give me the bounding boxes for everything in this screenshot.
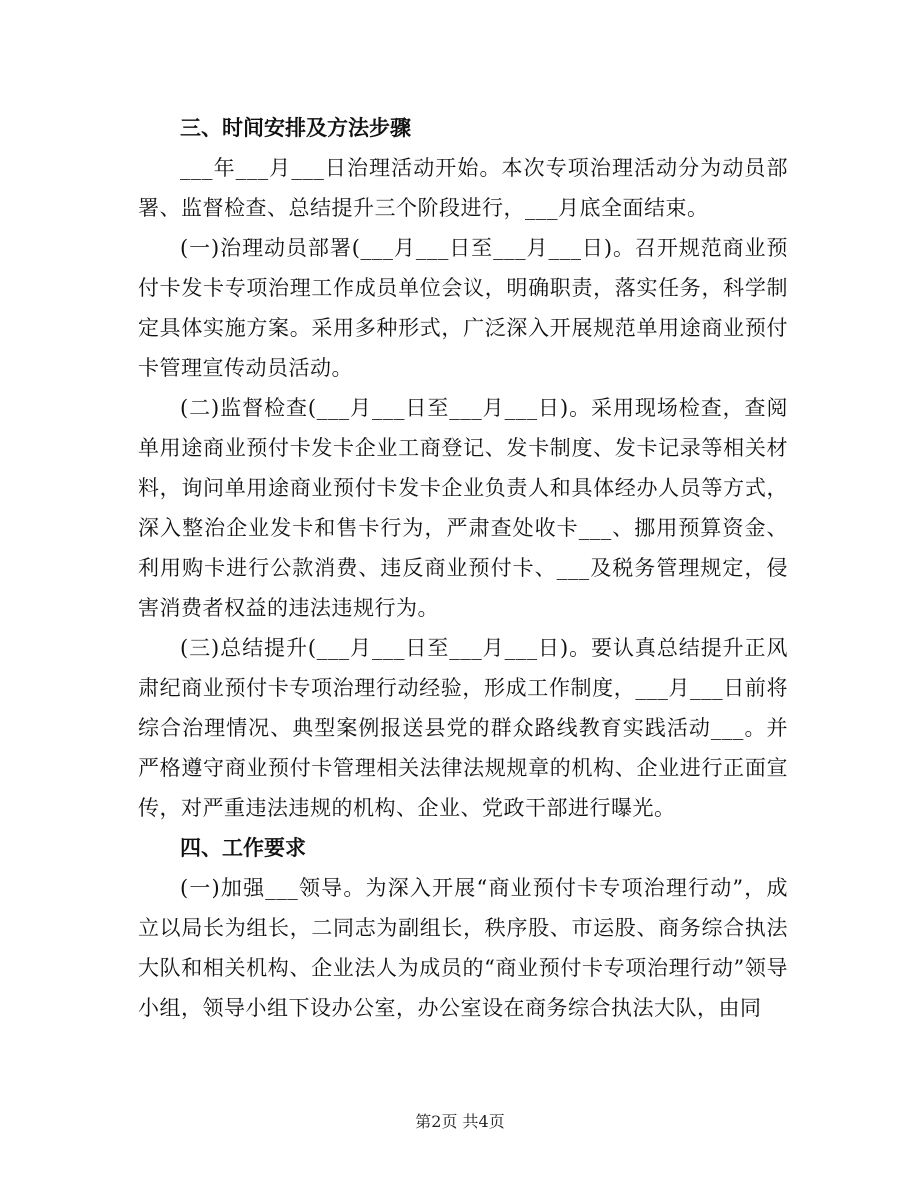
- section-3-heading: 三、时间安排及方法步骤: [180, 116, 411, 140]
- document-body: [138, 108, 788, 1028]
- section-3-intro-paragraph: ___年___月___日治理活动开始。本次专项治理活动分为动员部署、监督检查、总结提升三个阶段进行，___月底全面结束。: [138, 156, 788, 220]
- section-3-item-3-paragraph: (三)总结提升(___月___日至___月___日)。要认真总结提升正风肃纪商业预付卡专项治理行动经验，形成工作制度，___月___日前将综合治理情况、典型案例报送县党的群众路线教育实践活动___。并严格遵守商业预付卡管理相关法律法规规章的机构、企业进行正面宣传，对严重违法违规的机构、企业、党政干部进行曝光。: [138, 636, 788, 820]
- section-3-item-2-paragraph: (二)监督检查(___月___日至___月___日)。采用现场检查，查阅单用途商业预付卡发卡企业工商登记、发卡制度、发卡记录等相关材料，询问单用途商业预付卡发卡企业负责人和具体经办人员等方式，深入整治企业发卡和售卡行为，严肃查处收卡___、挪用预算资金、利用购卡进行公款消费、违反商业预付卡、___及税务管理规定，侵害消费者权益的违法违规行为。: [138, 396, 788, 620]
- page-number-footer: 第2页 共4页: [415, 1112, 505, 1131]
- section-3-item-1-paragraph: (一)治理动员部署(___月___日至___月___日)。召开规范商业预付卡发卡专项治理工作成员单位会议，明确职责，落实任务，科学制定具体实施方案。采用多种形式，广泛深入开展规范单用途商业预付卡管理宣传动员活动。: [138, 236, 788, 380]
- section-4-item-1-paragraph: (一)加强___领导。为深入开展“商业预付卡专项治理行动”，成立以局长为组长，二同志为副组长，秩序股、市运股、商务综合执法大队和相关机构、企业法人为成员的“商业预付卡专项治理行动”领导小组，领导小组下设办公室，办公室设在商务综合执法大队，由同: [138, 876, 788, 1020]
- section-4-heading: 四、工作要求: [180, 836, 306, 860]
